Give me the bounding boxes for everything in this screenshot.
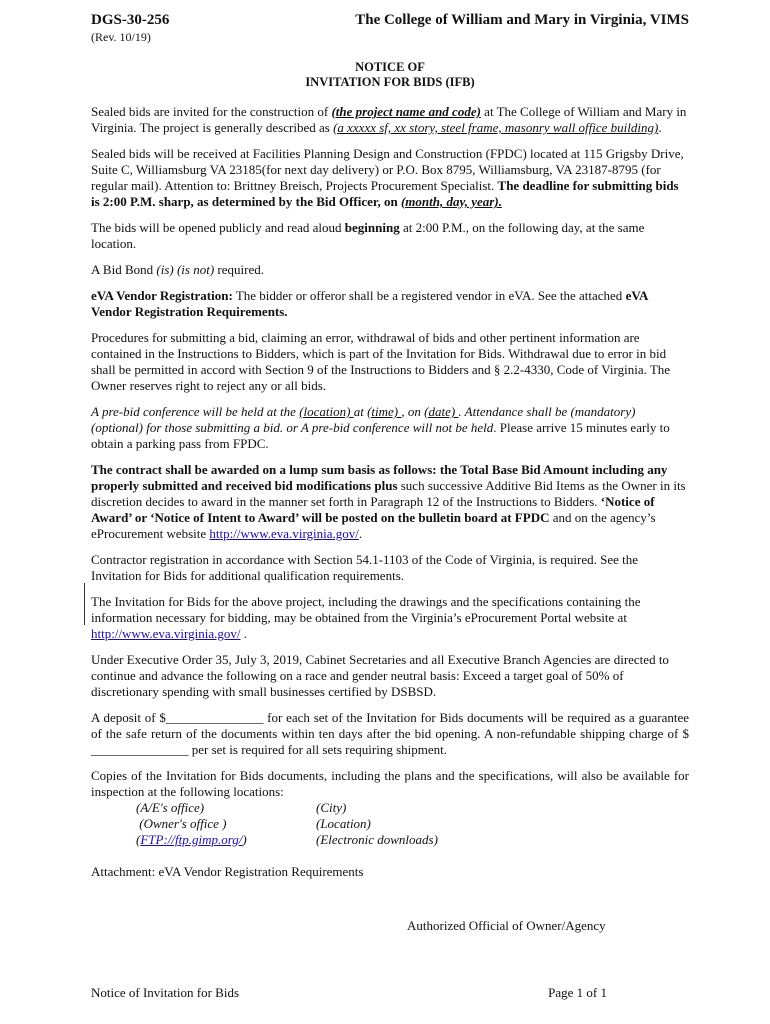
paragraph-bid-bond [91,262,689,278]
institution-name: The College of William and Mary in Virginia, VIMS [355,12,689,28]
revision-date: (Rev. 10/19) [91,30,151,44]
footer-title: Notice of Invitation for Bids [91,985,240,1000]
project-description-placeholder: (a xxxxx sf, xx story, steel frame, masonry wall office building) [333,120,659,135]
paragraph-project [91,104,689,136]
project-name-placeholder: (the project name and code) [331,104,481,119]
eva-requirements: eVA Vendor Registration Requirements. [91,288,648,319]
paragraph-eva [91,288,689,320]
location-place: (Owner's office ) [136,816,227,831]
text: at 2:00 P.M., on the following day, at the same location. [91,220,645,251]
paragraph-opening [91,220,689,252]
paragraph-submission [91,146,689,210]
award-basis: The contract shall be awarded on a lump sum basis as follows: the Total Base Bid Amount including any properly submitted and received bid modifications plus [91,462,668,493]
text: ( [136,832,141,847]
document-body [91,104,689,890]
bid-bond-options: (is) (is not) [156,262,215,277]
location-where: (Location) [316,816,371,831]
eva-link[interactable]: http://www.eva.virginia.gov/ [209,526,359,541]
text: and on the agency’s eProcurement website [91,510,656,541]
location-row [136,816,438,832]
document-title [91,60,689,90]
paragraph-award [91,462,689,542]
text: required. [214,262,264,277]
location-placeholder: (location) [299,404,354,419]
change-bar [84,583,85,625]
text: . [658,120,662,135]
deadline-date-placeholder: (month, day, year). [400,194,502,209]
text: . [358,526,363,541]
text: . Attendance shall be (mandatory) (optional) for those submitting a bid. or A pre-bid conference will not be held [91,404,636,435]
paragraph-executive-order: Under Executive Order 35, July 3, 2019, Cabinet Secretaries and all Executive Branch Agencies are directed to continue and advance the following on a race and gender neutral basis: Exceed a target goal of 50% of discretionary spending with small businesses certified by DSBSD. [91,652,669,699]
location-row [136,800,438,816]
paragraph-registration: Contractor registration in accordance with Section 54.1-1103 of the Code of Virginia, is required. See the Invitation for Bids for additional qualification requirements. [91,552,638,583]
text: at [353,404,368,419]
paragraph-documents [91,594,689,642]
ftp-link[interactable]: FTP://ftp.gimp.org/ [140,832,243,847]
paragraph-procedures: Procedures for submitting a bid, claiming an error, withdrawal of bids and other pertinent information are contained in the Instructions to Bidders, which is part of the Invitation for Bids. Withdrawal due to error in bid shall be permitted in accord with Section 9 of the Instructions to Bidders and § 2.2-4330, Code of Virginia. The Owner reserves right to reject any or all bids. [91,330,671,393]
text: A Bid Bond [91,262,157,277]
title-line-1: NOTICE OF [355,60,425,74]
document-header [91,12,689,46]
text: . [240,626,247,641]
location-where: (City) [316,800,347,815]
paragraph-prebid [91,404,689,452]
time-placeholder: (time) [367,404,402,419]
title-line-2: INVITATION FOR BIDS (IFB) [305,75,475,89]
location-place [136,832,316,848]
eva-portal-link[interactable]: http://www.eva.virginia.gov/ [91,626,241,641]
award-notice: ‘Notice of Award’ or ‘Notice of Intent to Award’ will be posted on the bulletin board at FPDC [91,494,655,525]
form-code: DGS-30-256 [91,12,170,28]
text: The bids will be opened publicly and read aloud [91,220,345,235]
paragraph-deposit: A deposit of $_______________ for each set of the Invitation for Bids documents will be required as a guarantee of the safe return of the documents within ten days after the bid opening. A non-refundable shipping charge of $ _______________ per set is required for all sets requiring shipment. [91,710,689,757]
text: A pre-bid conference will be held at the [91,404,300,419]
text: ) [242,832,247,847]
signature-line: Authorized Official of Owner/Agency [407,918,606,933]
text: such successive Additive Bid Items as the Owner in its discretion decides to award in the manner set forth in Paragraph 12 of the Instructions to Bidders. [91,478,686,509]
text-bold: beginning [344,220,400,235]
attachment-line: Attachment: eVA Vendor Registration Requirements [91,864,364,879]
page-number: Page 1 of 1 [548,985,607,1000]
location-row [136,832,438,848]
location-where: (Electronic downloads) [316,832,438,847]
text: at The College of William and Mary in Virginia. The project is generally described as [91,104,687,135]
text: The Invitation for Bids for the above project, including the drawings and the specifications containing the information necessary for bidding, may be obtained from the Virginia’s eProcurement Portal website at [91,594,641,625]
locations-table [136,800,438,848]
date-placeholder: (date) [424,404,459,419]
eva-heading: eVA Vendor Registration: [91,288,233,303]
text: Sealed bids are invited for the construction of [91,104,332,119]
location-place: (A/E's office) [136,800,205,815]
text: The bidder or offeror shall be a registered vendor in eVA. See the attached [232,288,626,303]
paragraph-copies: Copies of the Invitation for Bids documents, including the plans and the specifications, will also be available for inspection at the following locations: [91,768,689,799]
text: , on [401,404,425,419]
deadline-text: The deadline for submitting bids is 2:00 P.M. sharp, as determined by the Bid Officer, on [91,178,679,209]
text: . Please arrive 15 minutes early to obtain a parking pass from FPDC. [91,420,670,451]
text: Sealed bids will be received at Facilities Planning Design and Construction (FPDC) located at 115 Grigsby Drive, Suite C, Williamsburg VA 23185(for next day delivery) or P.O. Box 8795, Williamsburg, VA 23187-8795 (for regular mail). Attention to: Brittney Breisch, Projects Procurement Specialist. [91,146,684,193]
